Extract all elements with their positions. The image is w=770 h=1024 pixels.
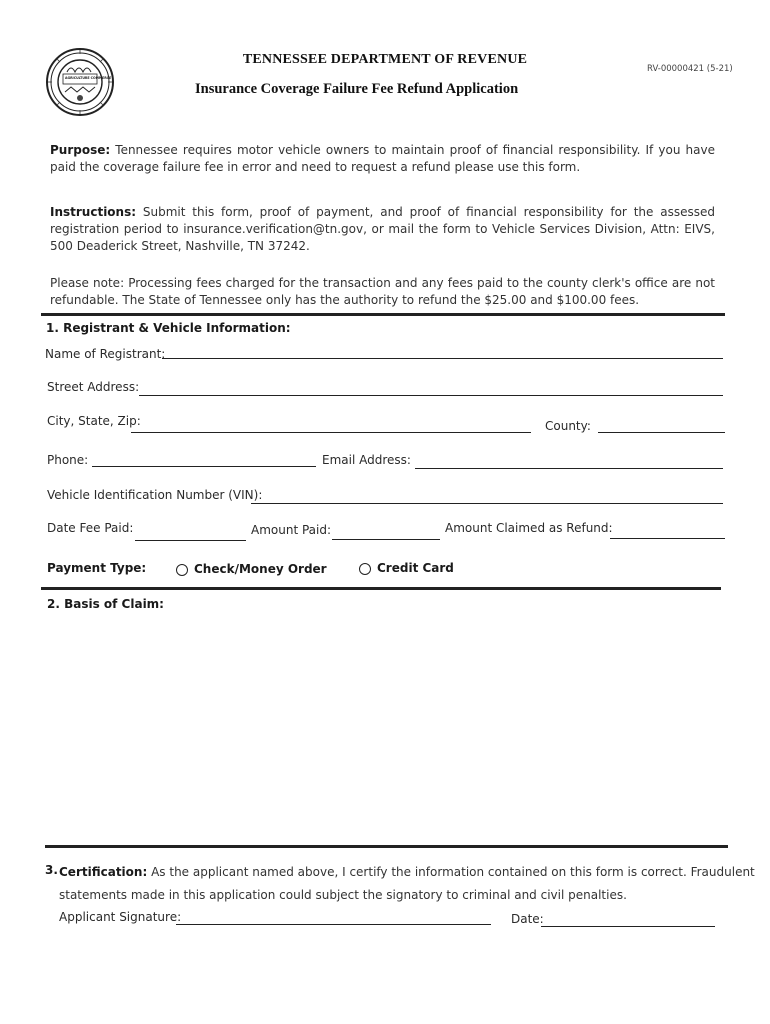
- section3-number: 3.: [45, 863, 58, 877]
- section-divider: [41, 587, 721, 590]
- purpose-text: Tennessee requires motor vehicle owners to maintain proof of financial responsibility. If you have paid the coverage failure fee in error and need to request a refund please use this form.: [50, 143, 715, 174]
- instructions-label: Instructions:: [50, 205, 137, 219]
- vin-field[interactable]: [251, 503, 723, 504]
- signature-label: Applicant Signature:: [59, 910, 182, 924]
- date-fee-field[interactable]: [135, 540, 246, 541]
- date-fee-label: Date Fee Paid:: [47, 521, 134, 535]
- instructions-text: Submit this form, proof of payment, and proof of financial responsibility for the assessed registration period to insurance.verification@tn.gov, or mail the form to Vehicle Services Division, Attn: EIVS, 500 Deaderick Street, Nashville, TN 37242.: [50, 205, 715, 253]
- purpose-label: Purpose:: [50, 143, 111, 157]
- amount-claimed-label: Amount Claimed as Refund:: [445, 521, 613, 535]
- county-label: County:: [545, 419, 591, 433]
- basis-of-claim-field[interactable]: [45, 620, 728, 840]
- name-field[interactable]: [162, 358, 723, 359]
- street-label: Street Address:: [47, 380, 140, 394]
- amount-claimed-field[interactable]: [610, 538, 725, 539]
- street-field[interactable]: [139, 395, 723, 396]
- vin-label: Vehicle Identification Number (VIN):: [47, 488, 263, 502]
- instructions-paragraph: [50, 204, 715, 255]
- section-divider: [45, 845, 728, 848]
- amount-paid-label: Amount Paid:: [251, 523, 332, 537]
- city-field[interactable]: [131, 432, 531, 433]
- certification-text-2: statements made in this application could subject the signatory to criminal and civil penalties.: [59, 888, 627, 902]
- check-money-order-label: Check/Money Order: [194, 562, 327, 576]
- email-label: Email Address:: [322, 453, 411, 467]
- payment-type-label: Payment Type:: [47, 561, 147, 575]
- city-label: City, State, Zip:: [47, 414, 141, 428]
- credit-card-radio[interactable]: [359, 563, 371, 575]
- section2-heading: 2. Basis of Claim:: [47, 597, 164, 611]
- certification-label: Certification:: [59, 865, 148, 879]
- date-field[interactable]: [541, 926, 715, 927]
- name-label: Name of Registrant:: [45, 347, 166, 361]
- section1-heading: 1. Registrant & Vehicle Information:: [46, 321, 291, 335]
- check-money-order-radio[interactable]: [176, 564, 188, 576]
- date-label: Date:: [511, 912, 544, 926]
- phone-label: Phone:: [47, 453, 89, 467]
- form-title: Insurance Coverage Failure Fee Refund Application: [195, 81, 519, 97]
- email-field[interactable]: [415, 468, 723, 469]
- signature-field[interactable]: [176, 924, 491, 925]
- credit-card-label: Credit Card: [377, 561, 454, 575]
- county-field[interactable]: [598, 432, 725, 433]
- certification-line1: [59, 865, 755, 879]
- section-divider: [41, 313, 725, 316]
- amount-paid-field[interactable]: [332, 539, 440, 540]
- department-name: TENNESSEE DEPARTMENT OF REVENUE: [242, 52, 528, 67]
- phone-field[interactable]: [92, 466, 316, 467]
- processing-note: Please note: Processing fees charged for the transaction and any fees paid to the county clerk's office are not refundable. The State of Tennessee only has the authority to refund the $25.00 and $100.00 fees.: [50, 276, 715, 307]
- seal-text: AGRICULTURE COMMERCE: [65, 76, 112, 80]
- certification-text-1: As the applicant named above, I certify the information contained on this form is correct. Fraudulent: [151, 865, 755, 879]
- purpose-paragraph: [50, 142, 715, 176]
- form-number: RV-00000421 (5-21): [647, 64, 733, 74]
